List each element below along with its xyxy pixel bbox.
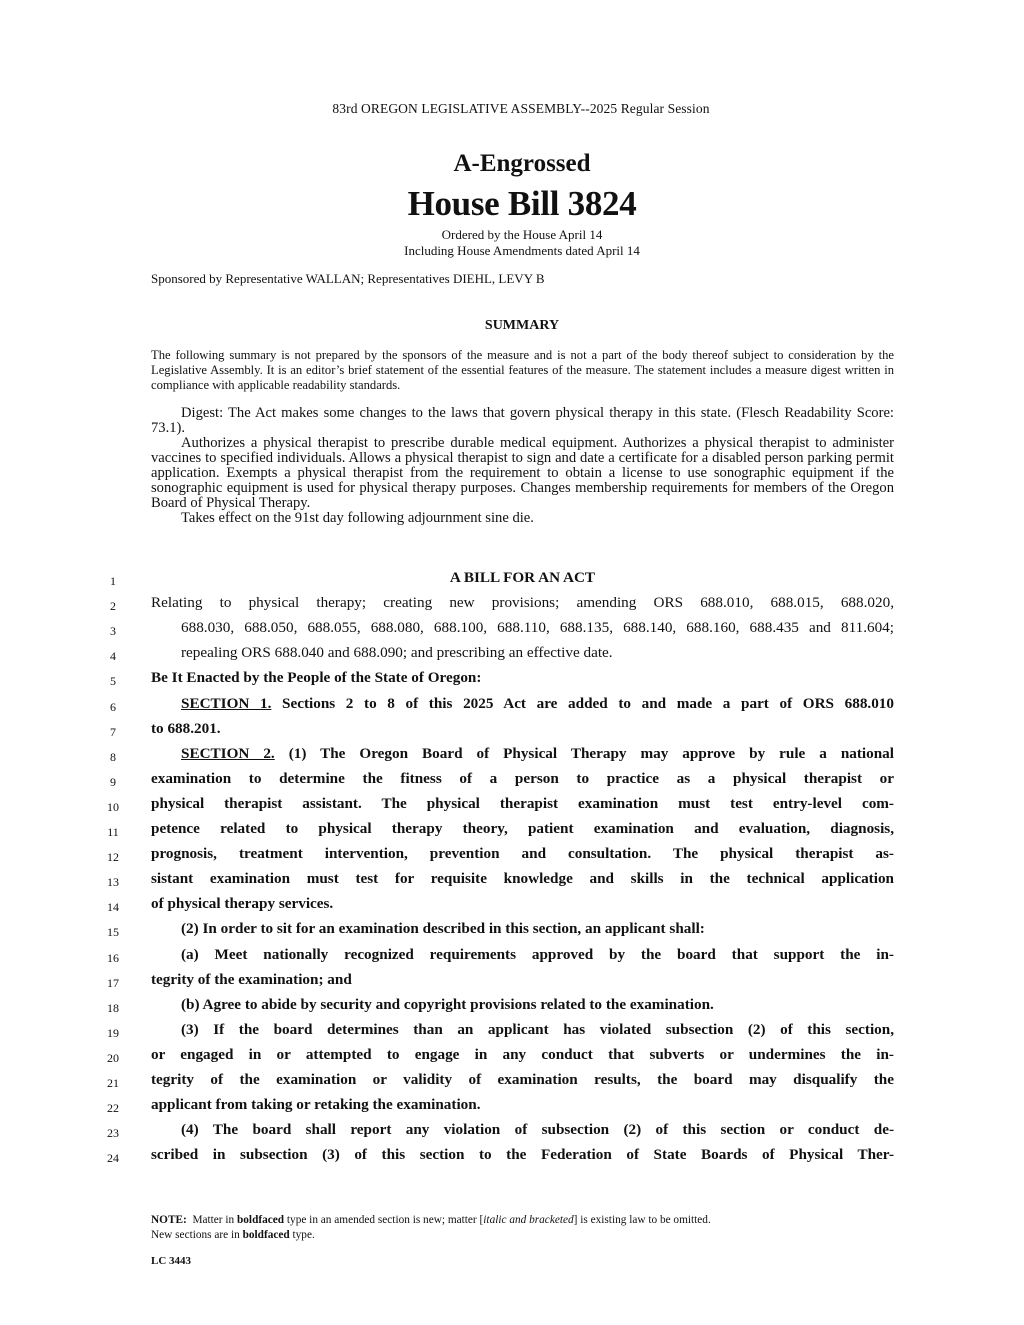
lc-number: LC 3443 (151, 1255, 192, 1267)
line-number: 9 (110, 774, 116, 789)
line-text: Relating to physical therapy; creating new provisions; amending ORS 688.010, 688.015, 688.020, (151, 594, 894, 612)
note-text-4: New sections are in (151, 1229, 240, 1241)
bill-line (0, 996, 1024, 1021)
line-number: 18 (107, 1000, 119, 1015)
line-text (181, 745, 894, 763)
amendments-date: Including House Amendments dated April 14 (404, 243, 640, 258)
line-text: physical therapist assistant. The physical therapist examination must test entry-level com- (151, 794, 894, 812)
bill-line (0, 870, 1024, 895)
line-number: 23 (107, 1126, 119, 1141)
line-number: 8 (110, 749, 116, 764)
bill-line (0, 695, 1024, 720)
line-text: tegrity of the examination; and (151, 970, 352, 988)
sponsor-line: Sponsored by Representative WALLAN; Representatives DIEHL, LEVY B (151, 271, 545, 286)
line-number: 4 (110, 649, 116, 664)
line-text: of physical therapy services. (151, 895, 334, 913)
section-text: Sections 2 to 8 of this 2025 Act are added to and made a part of ORS 688.010 (271, 694, 894, 712)
line-number: 1 (110, 574, 116, 588)
engrossed-label: A-Engrossed (453, 150, 591, 177)
section-label: SECTION 2. (181, 744, 275, 762)
line-number: 24 (107, 1151, 119, 1166)
note-text-2: type in an amended section is new; matter [ (286, 1214, 484, 1226)
note-bold-1: boldfaced (237, 1214, 285, 1226)
bill-line (0, 971, 1024, 996)
page-title: House Bill 3824 (407, 184, 637, 223)
note-text-5: type. (292, 1229, 315, 1241)
line-text: or engaged in or attempted to engage in any conduct that subverts or undermines the in- (151, 1045, 894, 1063)
section-label: SECTION 1. (181, 694, 272, 712)
line-number: 12 (107, 850, 119, 865)
note-bold-2: boldfaced (242, 1229, 290, 1241)
bill-line (0, 1146, 1024, 1171)
bill-line (0, 795, 1024, 820)
bill-line (0, 619, 1024, 644)
line-text: scribed in subsection (3) of this section to the Federation of State Boards of Physical Ther- (151, 1146, 894, 1164)
digest-details: Authorizes a physical therapist to prescribe durable medical equipment. Authorizes a physical therapist to administer vaccines to specified individuals. Allows a physical therapist to sign and date a certificate for a disabled person parking permit application. Exempts a physical therapist from the requirement to obtain a license to use sonographic equipment if the sonographic equipment is used for physical therapy purposes. Changes membership requirements for members of the Oregon Board of Physical Therapy. (151, 435, 894, 511)
line-text (181, 695, 894, 713)
section-text: (1) The Oregon Board of Physical Therapy may approve by rule a national (274, 744, 894, 762)
line-number: 19 (107, 1025, 119, 1040)
line-number: 21 (107, 1076, 119, 1090)
note-text-3: ] is existing law to be omitted. (573, 1214, 711, 1226)
footer-note (151, 1213, 911, 1243)
line-number: 2 (110, 599, 116, 614)
bill-line (0, 644, 1024, 669)
line-text: tegrity of the examination or validity of examination results, the board may disqualify the (151, 1071, 894, 1088)
line-text: Be It Enacted by the People of the State of Oregon: (151, 669, 482, 687)
note-italic: italic and bracketed (483, 1214, 574, 1226)
bill-line (0, 594, 1024, 619)
bill-line (0, 770, 1024, 795)
bill-line (0, 745, 1024, 770)
line-text: (4) The board shall report any violation of subsection (2) of this section or conduct de- (181, 1121, 894, 1139)
line-text: applicant from taking or retaking the examination. (151, 1096, 481, 1114)
ordered-date: Ordered by the House April 14 (441, 227, 603, 242)
line-text: (3) If the board determines than an applicant has violated subsection (2) of this section, (181, 1020, 894, 1038)
bill-line (0, 1021, 1024, 1046)
bill-line (0, 1096, 1024, 1121)
line-number: 17 (107, 975, 119, 990)
summary-digest (151, 406, 894, 526)
bill-line (0, 820, 1024, 845)
assembly-header: 83rd OREGON LEGISLATIVE ASSEMBLY--2025 Regular Session (332, 101, 710, 116)
line-number: 7 (110, 724, 116, 739)
line-number: 14 (107, 900, 119, 915)
line-number: 22 (107, 1101, 119, 1116)
note-text-1: Matter in (192, 1214, 235, 1226)
digest-text: Digest: The Act makes some changes to the laws that govern physical therapy in this state. (Flesch Readability Score: 73.1). (151, 405, 894, 436)
line-number: 5 (110, 674, 116, 689)
line-number: 15 (107, 925, 119, 940)
note-label: NOTE: (151, 1214, 187, 1226)
bill-line (0, 1046, 1024, 1071)
line-text: 688.030, 688.050, 688.055, 688.080, 688.100, 688.110, 688.135, 688.140, 688.160, 688.435 and 811.604; (181, 619, 894, 637)
line-number: 10 (107, 799, 119, 814)
line-text: (a) Meet nationally recognized requirements approved by the board that support the in- (181, 945, 894, 963)
bill-line (0, 920, 1024, 945)
line-text: prognosis, treatment intervention, prevention and consultation. The physical therapist as- (151, 845, 894, 863)
line-number: 3 (110, 624, 116, 639)
bill-line (0, 1071, 1024, 1096)
line-text: sistant examination must test for requisite knowledge and skills in the technical application (151, 870, 894, 888)
line-number: 11 (107, 825, 119, 839)
line-number: 16 (107, 950, 119, 965)
line-text: A BILL FOR AN ACT (449, 569, 596, 586)
line-text: to 688.201. (151, 719, 221, 737)
line-text: repealing ORS 688.040 and 688.090; and prescribing an effective date. (181, 644, 613, 662)
bill-line (0, 720, 1024, 745)
bill-line (0, 569, 1024, 594)
line-number: 20 (107, 1050, 119, 1065)
line-text: (2) In order to sit for an examination described in this section, an applicant shall: (181, 920, 705, 938)
summary-heading: SUMMARY (484, 318, 560, 333)
bill-line (0, 895, 1024, 920)
bill-line (0, 1121, 1024, 1146)
line-text: petence related to physical therapy theory, patient examination and evaluation, diagnosis, (151, 820, 894, 837)
summary-intro: The following summary is not prepared by the sponsors of the measure and is not a part of the body thereof subject to consideration by the Legislative Assembly. It is an editor’s brief statement of the essential features of the measure. The statement includes a measure digest written in compliance with applicable readability standards. (151, 348, 894, 392)
line-text: examination to determine the fitness of a person to practice as a physical therapist or (151, 769, 894, 787)
bill-line (0, 946, 1024, 971)
ordered-info (0, 227, 1024, 259)
bill-line (0, 845, 1024, 870)
line-text: (b) Agree to abide by security and copyright provisions related to the examination. (181, 995, 714, 1013)
line-number: 13 (107, 875, 119, 890)
bill-line (0, 669, 1024, 694)
digest-effective: Takes effect on the 91st day following adjournment sine die. (181, 510, 534, 526)
line-number: 6 (110, 699, 116, 714)
